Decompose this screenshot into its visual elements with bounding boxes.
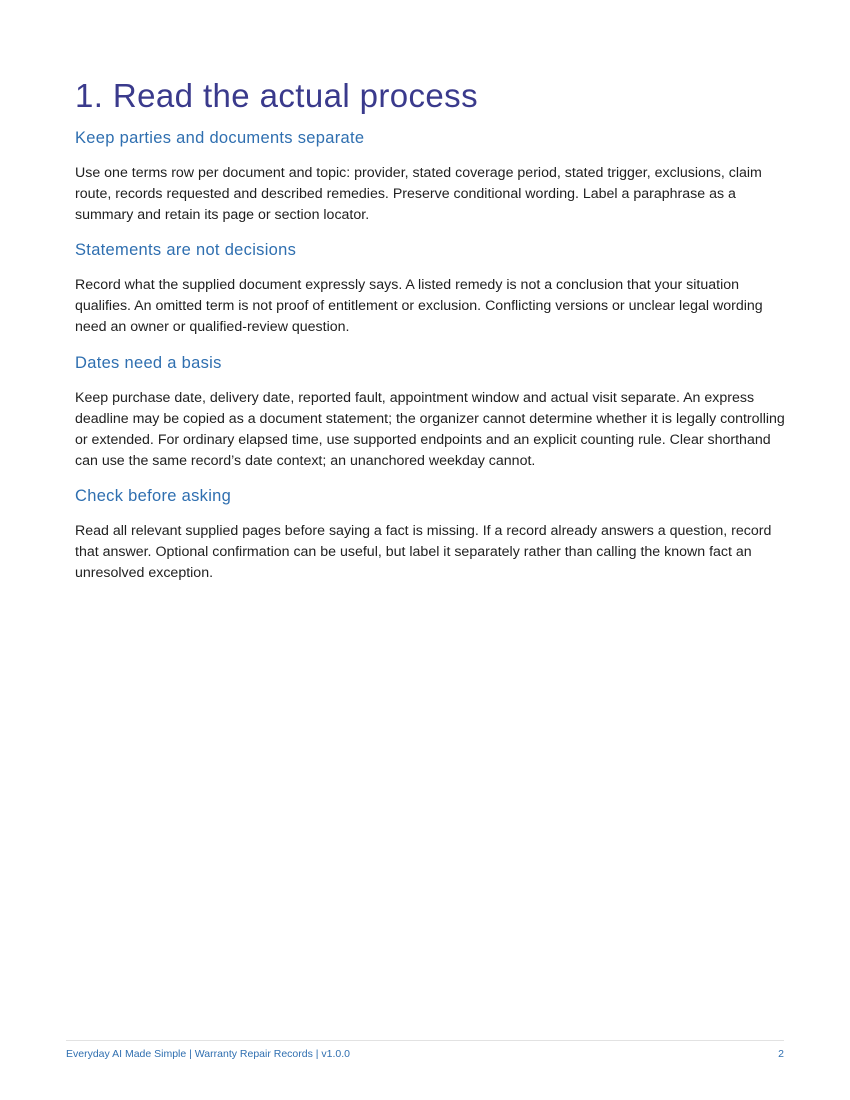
- footer-text: Everyday AI Made Simple | Warranty Repair Records | v1.0.0: [66, 1048, 351, 1060]
- section-heading: Keep parties and documents separate: [75, 129, 365, 147]
- section-body: Read all relevant supplied pages before saying a fact is missing. If a record already answers a question, record that answer. Optional confirmation can be useful, but label it separately rather than calling the known fact an unresolved exception.: [75, 523, 772, 581]
- section-statements: [75, 239, 785, 338]
- section-body: Keep purchase date, delivery date, reported fault, appointment window and actual visit separate. An express deadline may be copied as a document statement; the organizer cannot determine whether it is legally controlling or extended. For ordinary elapsed time, use supported endpoints and an explicit counting rule. Clear shorthand can use the same record’s date context; an unanchored weekday cannot.: [75, 390, 785, 469]
- section-heading: Statements are not decisions: [75, 241, 297, 259]
- section-body: Use one terms row per document and topic: provider, stated coverage period, stated trigger, exclusions, claim route, records requested and described remedies. Preserve conditional wording. Label a paraphrase as a summary and retain its page or section locator.: [75, 165, 762, 223]
- section-heading: Dates need a basis: [75, 354, 222, 372]
- section-dates: [75, 352, 785, 472]
- page-title: 1. Read the actual process: [75, 77, 478, 114]
- footer-divider: [66, 1040, 784, 1041]
- page-number: 2: [778, 1048, 784, 1060]
- section-heading: Check before asking: [75, 487, 232, 505]
- section-keep-parties: [75, 127, 785, 226]
- section-check-before-asking: [75, 485, 785, 584]
- section-body: Record what the supplied document expressly says. A listed remedy is not a conclusion that your situation qualifies. An omitted term is not proof of entitlement or exclusion. Conflicting versions or unclear legal wording need an owner or qualified-review question.: [75, 277, 763, 335]
